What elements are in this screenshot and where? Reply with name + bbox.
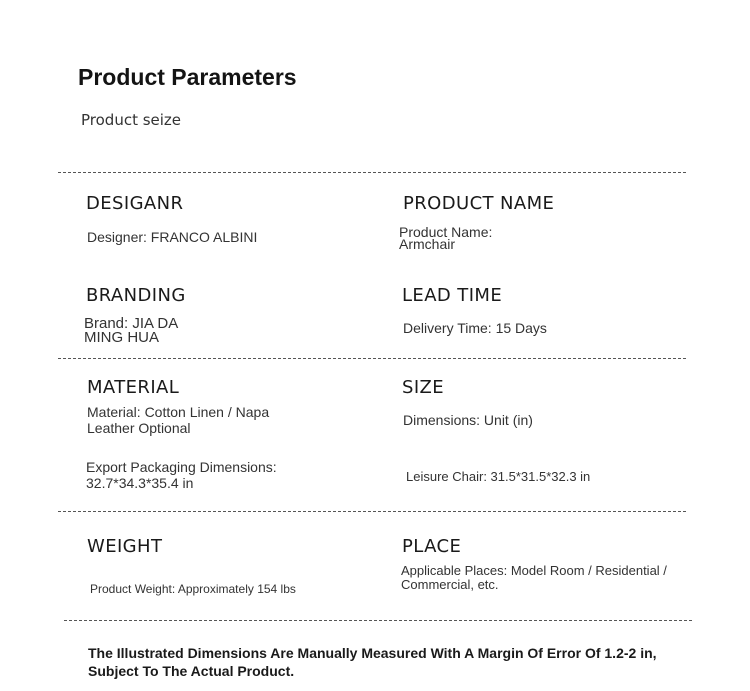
place-heading: PLACE: [402, 536, 462, 557]
page-title: Product Parameters: [78, 64, 297, 90]
branding-heading: BRANDING: [86, 285, 186, 306]
product-name-value: Armchair: [399, 236, 456, 252]
material-value: Material: Cotton Linen / Napa Leather Optional: [87, 404, 270, 437]
weight-heading: WEIGHT: [87, 536, 163, 557]
packaging-dimensions-label: Export Packaging Dimensions:: [86, 459, 277, 475]
place-value: Applicable Places: Model Room / Residential / Commercial, etc.: [401, 563, 667, 592]
page-subtitle: Product seize: [81, 111, 182, 129]
material-heading: MATERIAL: [87, 377, 180, 398]
packaging-dimensions-value: 32.7*34.3*35.4 in: [86, 475, 194, 491]
product-name-heading: PRODUCT NAME: [403, 193, 555, 214]
divider-bottom: [64, 620, 692, 621]
size-heading: SIZE: [402, 377, 445, 398]
divider-lower: [58, 511, 686, 512]
lead-time-heading: LEAD TIME: [402, 285, 503, 306]
designer-value: Designer: FRANCO ALBINI: [87, 229, 258, 245]
divider-middle: [58, 358, 686, 359]
product-name-label: Product Name:: [399, 224, 493, 240]
brand-line-1: Brand: JIA DA: [84, 315, 179, 332]
weight-value: Product Weight: Approximately 154 lbs: [90, 582, 296, 596]
size-value: Dimensions: Unit (in): [403, 412, 533, 428]
designer-heading: DESIGANR: [86, 193, 184, 214]
lead-time-value: Delivery Time: 15 Days: [403, 320, 547, 336]
measurement-disclaimer: The Illustrated Dimensions Are Manually Measured With A Margin Of Error Of 1.2-2 in, Subject To The Actual Product.: [88, 645, 657, 679]
divider-top: [58, 172, 686, 173]
brand-line-2: MING HUA: [84, 329, 159, 346]
leisure-chair-dimensions: Leisure Chair: 31.5*31.5*32.3 in: [406, 469, 591, 484]
